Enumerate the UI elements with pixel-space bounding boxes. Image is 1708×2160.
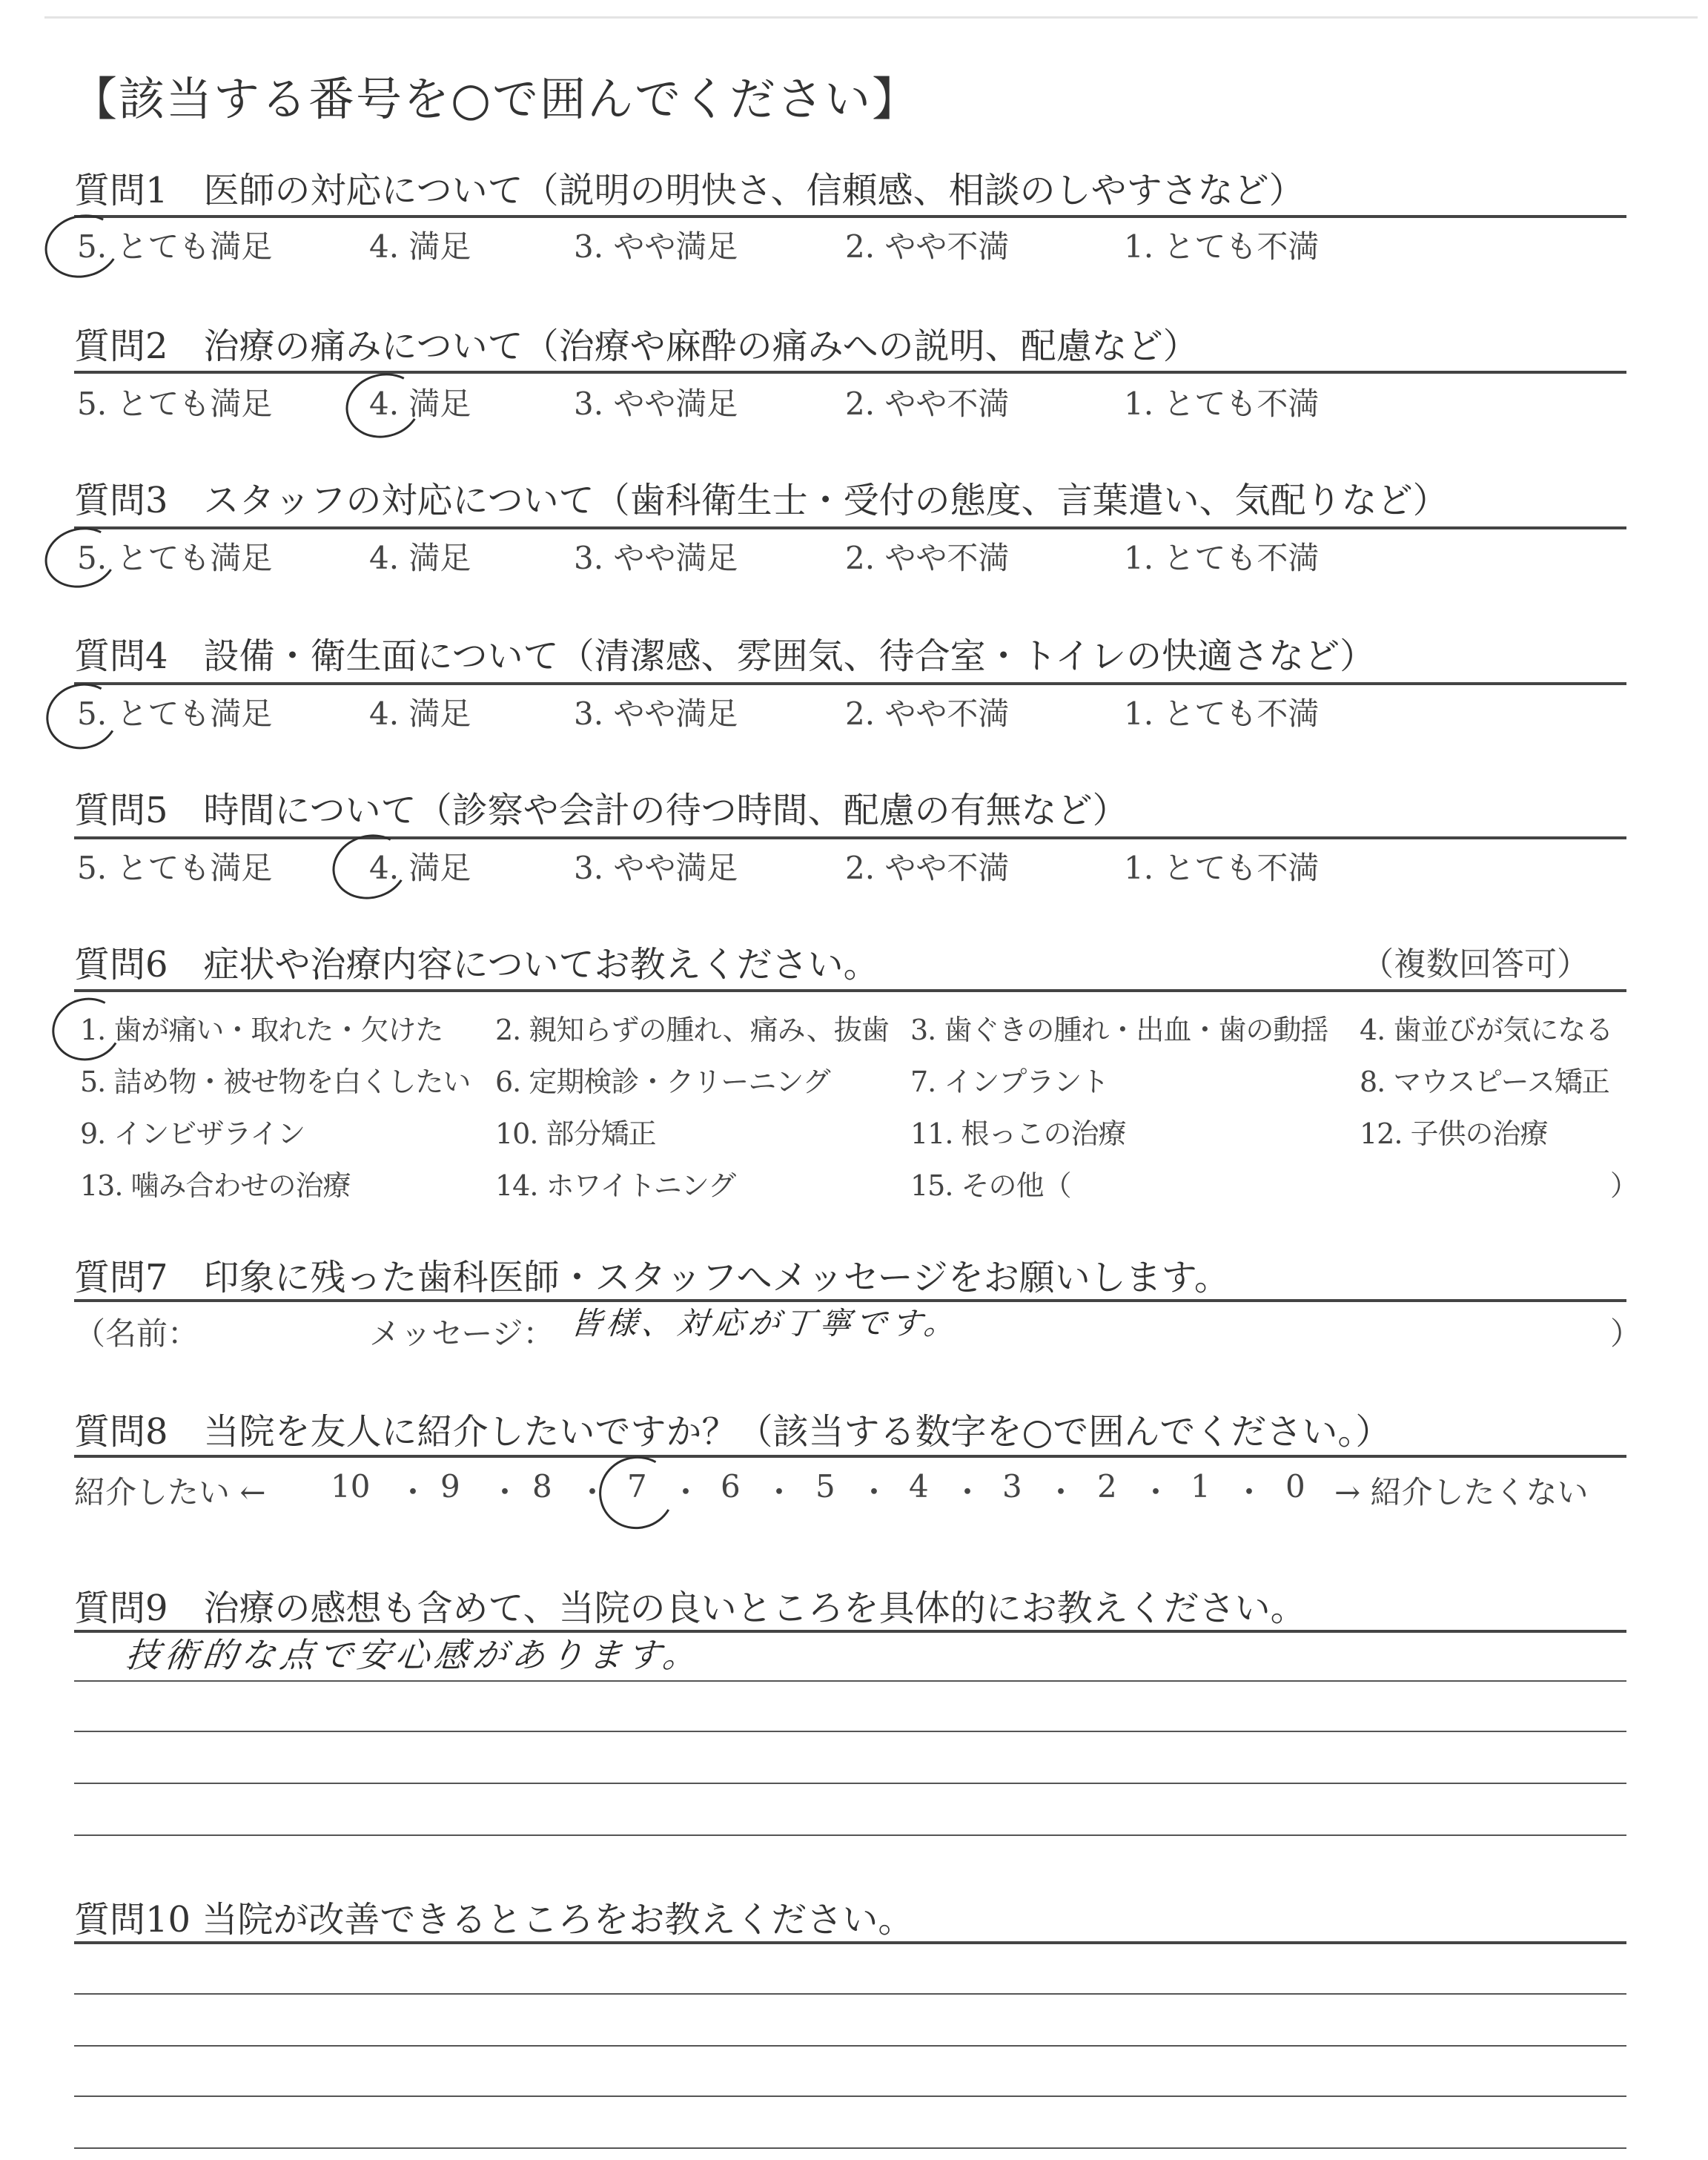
q8-scale-1[interactable]: 1 xyxy=(1191,1468,1211,1505)
q2-selection-circle xyxy=(339,365,428,446)
q8-sep: ・ xyxy=(577,1474,609,1510)
q3-option-4[interactable]: 4. 満足 xyxy=(369,540,471,576)
q6-option-5[interactable]: 5. 詰め物・被せ物を白くしたい xyxy=(80,1066,471,1098)
q8-selection-circle xyxy=(591,1447,683,1537)
q4-option-1[interactable]: 1. とても不満 xyxy=(1124,696,1320,732)
q5-option-4[interactable]: 4. 満足 xyxy=(369,850,471,886)
q7-name-label: （名前： xyxy=(74,1315,199,1352)
q8-sep: ・ xyxy=(858,1474,890,1510)
q10-title: 質問10 当院が改善できるところをお教えください。 xyxy=(74,1899,914,1941)
q6-selection-circle xyxy=(45,990,129,1068)
q6-option-14[interactable]: 14. ホワイトニング xyxy=(495,1169,736,1202)
q4-option-4[interactable]: 4. 満足 xyxy=(369,696,471,732)
q2-option-2[interactable]: 2. やや不満 xyxy=(845,386,1010,422)
q8-title: 質問8 当院を友人に紹介したいですか？（該当する数字を○で囲んでください。） xyxy=(74,1411,1391,1453)
q4-option-3[interactable]: 3. やや満足 xyxy=(574,696,738,732)
q6-option-7[interactable]: 7. インプラント xyxy=(910,1066,1109,1098)
q3-option-1[interactable]: 1. とても不満 xyxy=(1124,540,1320,576)
q4-option-2[interactable]: 2. やや不満 xyxy=(845,696,1010,732)
q6-option-13[interactable]: 13. 噛み合わせの治療 xyxy=(80,1169,351,1202)
page-top-border xyxy=(44,16,1698,19)
q6-option-12[interactable]: 12. 子供の治療 xyxy=(1360,1117,1548,1150)
q3-title: 質問3 スタッフの対応について（歯科衛生士・受付の態度、言葉遣い、気配りなど） xyxy=(74,480,1449,521)
q8-scale-0[interactable]: 0 xyxy=(1285,1468,1305,1505)
q5-option-3[interactable]: 3. やや満足 xyxy=(574,850,738,886)
q1-option-4[interactable]: 4. 満足 xyxy=(369,228,471,265)
q6-option-2[interactable]: 2. 親知らずの腫れ、痛み、抜歯 xyxy=(495,1014,889,1046)
q9-answer-line xyxy=(74,1731,1626,1732)
q3-divider xyxy=(74,526,1626,529)
q3-option-5[interactable]: 5. とても満足 xyxy=(77,540,273,576)
q2-title: 質問2 治療の痛みについて（治療や麻酔の痛みへの説明、配慮など） xyxy=(74,326,1199,367)
q7-message-label: メッセージ： xyxy=(369,1315,555,1352)
q6-option-3[interactable]: 3. 歯ぐきの腫れ・出血・歯の動揺 xyxy=(910,1014,1328,1046)
q3-option-3[interactable]: 3. やや満足 xyxy=(574,540,738,576)
q8-scale-8[interactable]: 8 xyxy=(532,1468,552,1505)
q8-sep: ・ xyxy=(489,1474,521,1510)
q8-scale-6[interactable]: 6 xyxy=(721,1468,741,1505)
q10-answer-line xyxy=(74,2095,1626,2097)
q10-answer-line xyxy=(74,1993,1626,1995)
q8-sep: ・ xyxy=(764,1474,795,1510)
q4-selection-circle xyxy=(39,676,125,757)
q6-option-8[interactable]: 8. マウスピース矯正 xyxy=(1360,1066,1609,1098)
q8-scale-5[interactable]: 5 xyxy=(815,1468,835,1505)
q4-divider xyxy=(74,682,1626,685)
q6-title: 質問6 症状や治療内容についてお教えください。 xyxy=(74,944,879,985)
q8-scale-10[interactable]: 10 xyxy=(331,1468,371,1505)
q9-answer-handwriting: 技術的な点で安心感があります。 xyxy=(123,1635,704,1675)
q8-divider xyxy=(74,1455,1626,1458)
q2-option-1[interactable]: 1. とても不満 xyxy=(1124,386,1320,422)
q6-option-6[interactable]: 6. 定期検診・クリーニング xyxy=(495,1066,830,1098)
q5-title: 質問5 時間について（診察や会計の待つ時間、配慮の有無など） xyxy=(74,790,1128,831)
q9-answer-line xyxy=(74,1680,1626,1682)
q6-divider xyxy=(74,989,1626,992)
q6-option-15-close: ） xyxy=(1610,1169,1638,1202)
q1-selection-circle xyxy=(38,206,127,286)
q2-option-5[interactable]: 5. とても満足 xyxy=(77,386,273,422)
q1-option-3[interactable]: 3. やや満足 xyxy=(574,228,738,265)
q5-divider xyxy=(74,836,1626,839)
q8-sep: ・ xyxy=(670,1474,702,1510)
q8-left-label: 紹介したい ← xyxy=(74,1474,266,1510)
q8-sep: ・ xyxy=(1234,1474,1265,1510)
q1-title: 質問1 医師の対応について（説明の明快さ、信頼感、相談のしやすさなど） xyxy=(74,170,1305,211)
q10-answer-line xyxy=(74,2147,1626,2149)
q3-selection-circle xyxy=(38,520,123,596)
q1-option-1[interactable]: 1. とても不満 xyxy=(1124,228,1320,265)
q10-divider xyxy=(74,1941,1626,1944)
q6-option-1[interactable]: 1. 歯が痛い・取れた・欠けた xyxy=(80,1014,443,1046)
q8-sep: ・ xyxy=(1140,1474,1172,1510)
q6-option-9[interactable]: 9. インビザライン xyxy=(80,1117,305,1150)
q8-right-label: → 紹介したくない xyxy=(1334,1474,1589,1510)
q3-option-2[interactable]: 2. やや不満 xyxy=(845,540,1010,576)
q4-title: 質問4 設備・衛生面について（清潔感、雰囲気、待合室・トイレの快適さなど） xyxy=(74,635,1376,677)
q6-option-10[interactable]: 10. 部分矯正 xyxy=(495,1117,656,1150)
q8-scale-7[interactable]: 7 xyxy=(627,1468,647,1505)
q6-option-11[interactable]: 11. 根っこの治療 xyxy=(910,1117,1126,1150)
q2-option-4[interactable]: 4. 満足 xyxy=(369,386,471,422)
q9-answer-line xyxy=(74,1834,1626,1836)
q2-divider xyxy=(74,371,1626,374)
q7-title: 質問7 印象に残った歯科医師・スタッフへメッセージをお願いします。 xyxy=(74,1257,1230,1298)
q5-option-2[interactable]: 2. やや不満 xyxy=(845,850,1010,886)
q9-answer-line xyxy=(74,1783,1626,1784)
q7-message-handwriting: 皆様、対応が丁寧です。 xyxy=(569,1305,961,1341)
q1-option-2[interactable]: 2. やや不満 xyxy=(845,228,1010,265)
q4-option-5[interactable]: 5. とても満足 xyxy=(77,696,273,732)
q2-option-3[interactable]: 3. やや満足 xyxy=(574,386,738,422)
q8-sep: ・ xyxy=(397,1474,429,1510)
q9-title: 質問9 治療の感想も含めて、当院の良いところを具体的にお教えください。 xyxy=(74,1588,1306,1629)
q8-scale-4[interactable]: 4 xyxy=(909,1468,929,1505)
q6-option-15[interactable]: 15. その他（ xyxy=(910,1169,1071,1202)
q1-option-5[interactable]: 5. とても満足 xyxy=(77,228,273,265)
q8-scale-2[interactable]: 2 xyxy=(1097,1468,1117,1505)
q7-close-paren: ） xyxy=(1610,1315,1642,1352)
q5-option-5[interactable]: 5. とても満足 xyxy=(77,850,273,886)
q6-multiple-note: （複数回答可） xyxy=(1361,945,1589,983)
q8-sep: ・ xyxy=(1045,1474,1077,1510)
q1-divider xyxy=(74,215,1626,218)
q5-option-1[interactable]: 1. とても不満 xyxy=(1124,850,1320,886)
q6-option-4[interactable]: 4. 歯並びが気になる xyxy=(1360,1014,1613,1046)
page-heading: 【該当する番号を○で囲んでください】 xyxy=(71,72,920,126)
q8-scale-3[interactable]: 3 xyxy=(1002,1468,1022,1505)
q8-scale-9[interactable]: 9 xyxy=(440,1468,460,1505)
q8-sep: ・ xyxy=(952,1474,984,1510)
q10-answer-line xyxy=(74,2045,1626,2047)
